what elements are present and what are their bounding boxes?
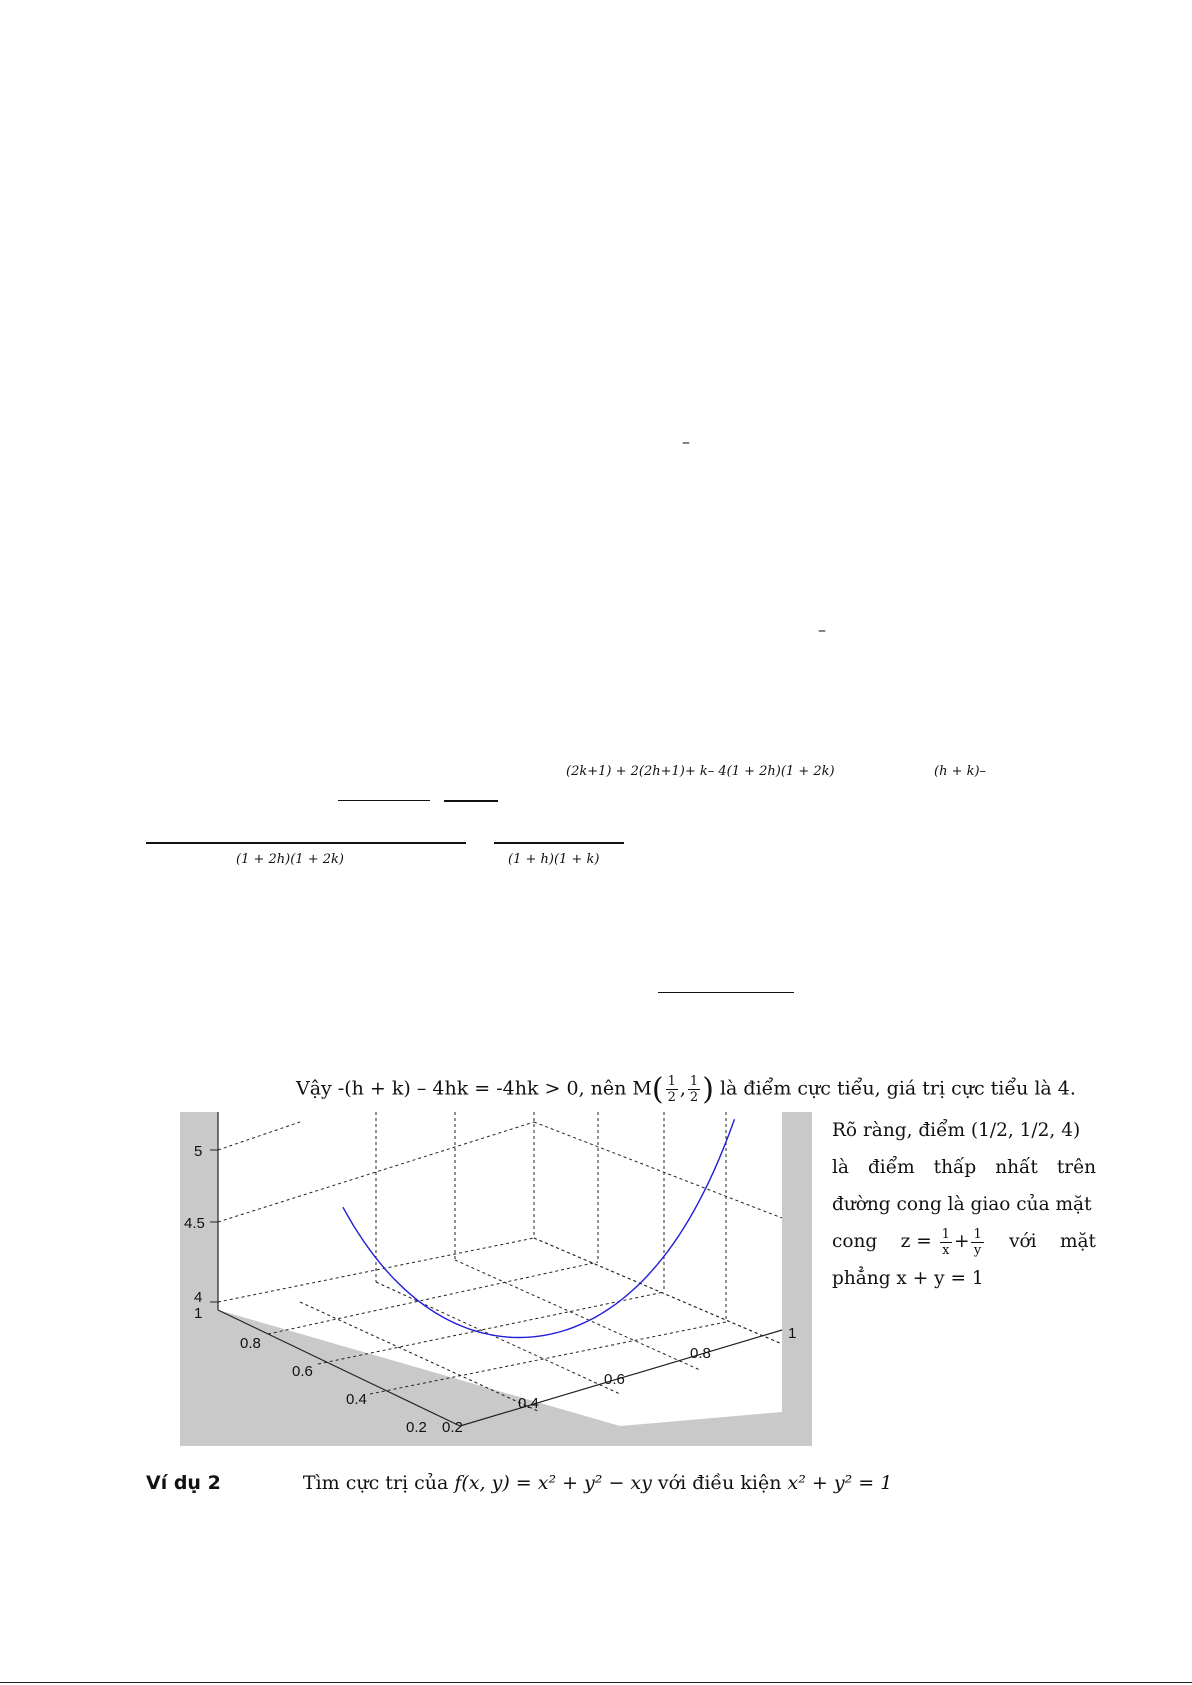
fraction-bar [494,842,624,844]
x-tick-label: 0.2 [442,1419,463,1436]
x-tick-label: 0.6 [604,1371,625,1388]
page-bottom-rule [0,1682,1192,1683]
side-line: cong z = $\frac{1}{x}$ + $\frac{1}{y}$ với mặt [832,1226,1096,1258]
example-label: Ví dụ 2 [146,1472,221,1494]
minus-fragment: – [818,620,826,639]
conclusion-sentence: Vậy -(h + k) – 4hk = -4hk > 0, nên M( $\frac{1}{2}$ , $\frac{1}{2}$ ) là điểm cực tiểu, giá trị cực tiểu là 4. [296,1072,1076,1107]
fraction-bar [146,842,466,844]
conclusion-prefix: Vậy -(h + k) – 4hk = -4hk > 0, nên M [296,1077,652,1100]
hk-expression: (h + k)– [934,764,987,779]
fraction-one-half: $\frac{1}{2}$ [667,1074,676,1105]
side-paragraph [832,1112,1096,1297]
y-tick-label: 0.2 [406,1419,427,1436]
z-tick-label: 4 [194,1289,203,1306]
y-tick-label: 0.8 [240,1335,261,1352]
x-tick-label: 0.4 [518,1395,539,1412]
side-line: Rõ ràng, điểm (1/2, 1/2, 4) [832,1120,1081,1141]
fraction-bar [338,800,430,801]
side-line: phẳng x + y = 1 [832,1268,984,1289]
fraction-one-half: $\frac{1}{2}$ [689,1074,699,1105]
conclusion-suffix: là điểm cực tiểu, giá trị cực tiểu là 4. [713,1077,1076,1100]
z-tick-label: 5 [194,1143,203,1160]
fraction-bar [658,992,794,993]
constraint-expression: x² + y² = 1 [787,1472,893,1494]
side-line: đường cong là giao của mặt [832,1194,1092,1215]
y-tick-label: 1 [194,1305,203,1322]
denominator-expression: (1 + 2h)(1 + 2k) [236,852,344,867]
function-expression: f(x, y) = x² + y² − xy [454,1472,652,1494]
y-tick-label: 0.4 [346,1391,367,1408]
y-tick-label: 0.6 [292,1363,313,1380]
minus-fragment: – [682,432,690,451]
example-2: Ví dụ 2 Tìm cực trị của f(x, y) = x² + y² − xy với điều kiện x² + y² = 1 [146,1472,893,1494]
x-tick-label: 0.8 [690,1345,711,1362]
surface-curve-figure [180,1112,812,1446]
denominator-expression: (1 + h)(1 + k) [508,852,600,867]
numerator-expression: (2k+1) + 2(2h+1)+ k– 4(1 + 2h)(1 + 2k) [566,764,835,779]
x-tick-label: 1 [788,1325,797,1342]
fraction-bar [444,800,498,802]
example-text: Tìm cực trị của [302,1472,455,1494]
z-tick-label: 4.5 [184,1215,205,1232]
side-line: là điểm thấp nhất trên [832,1157,1096,1178]
